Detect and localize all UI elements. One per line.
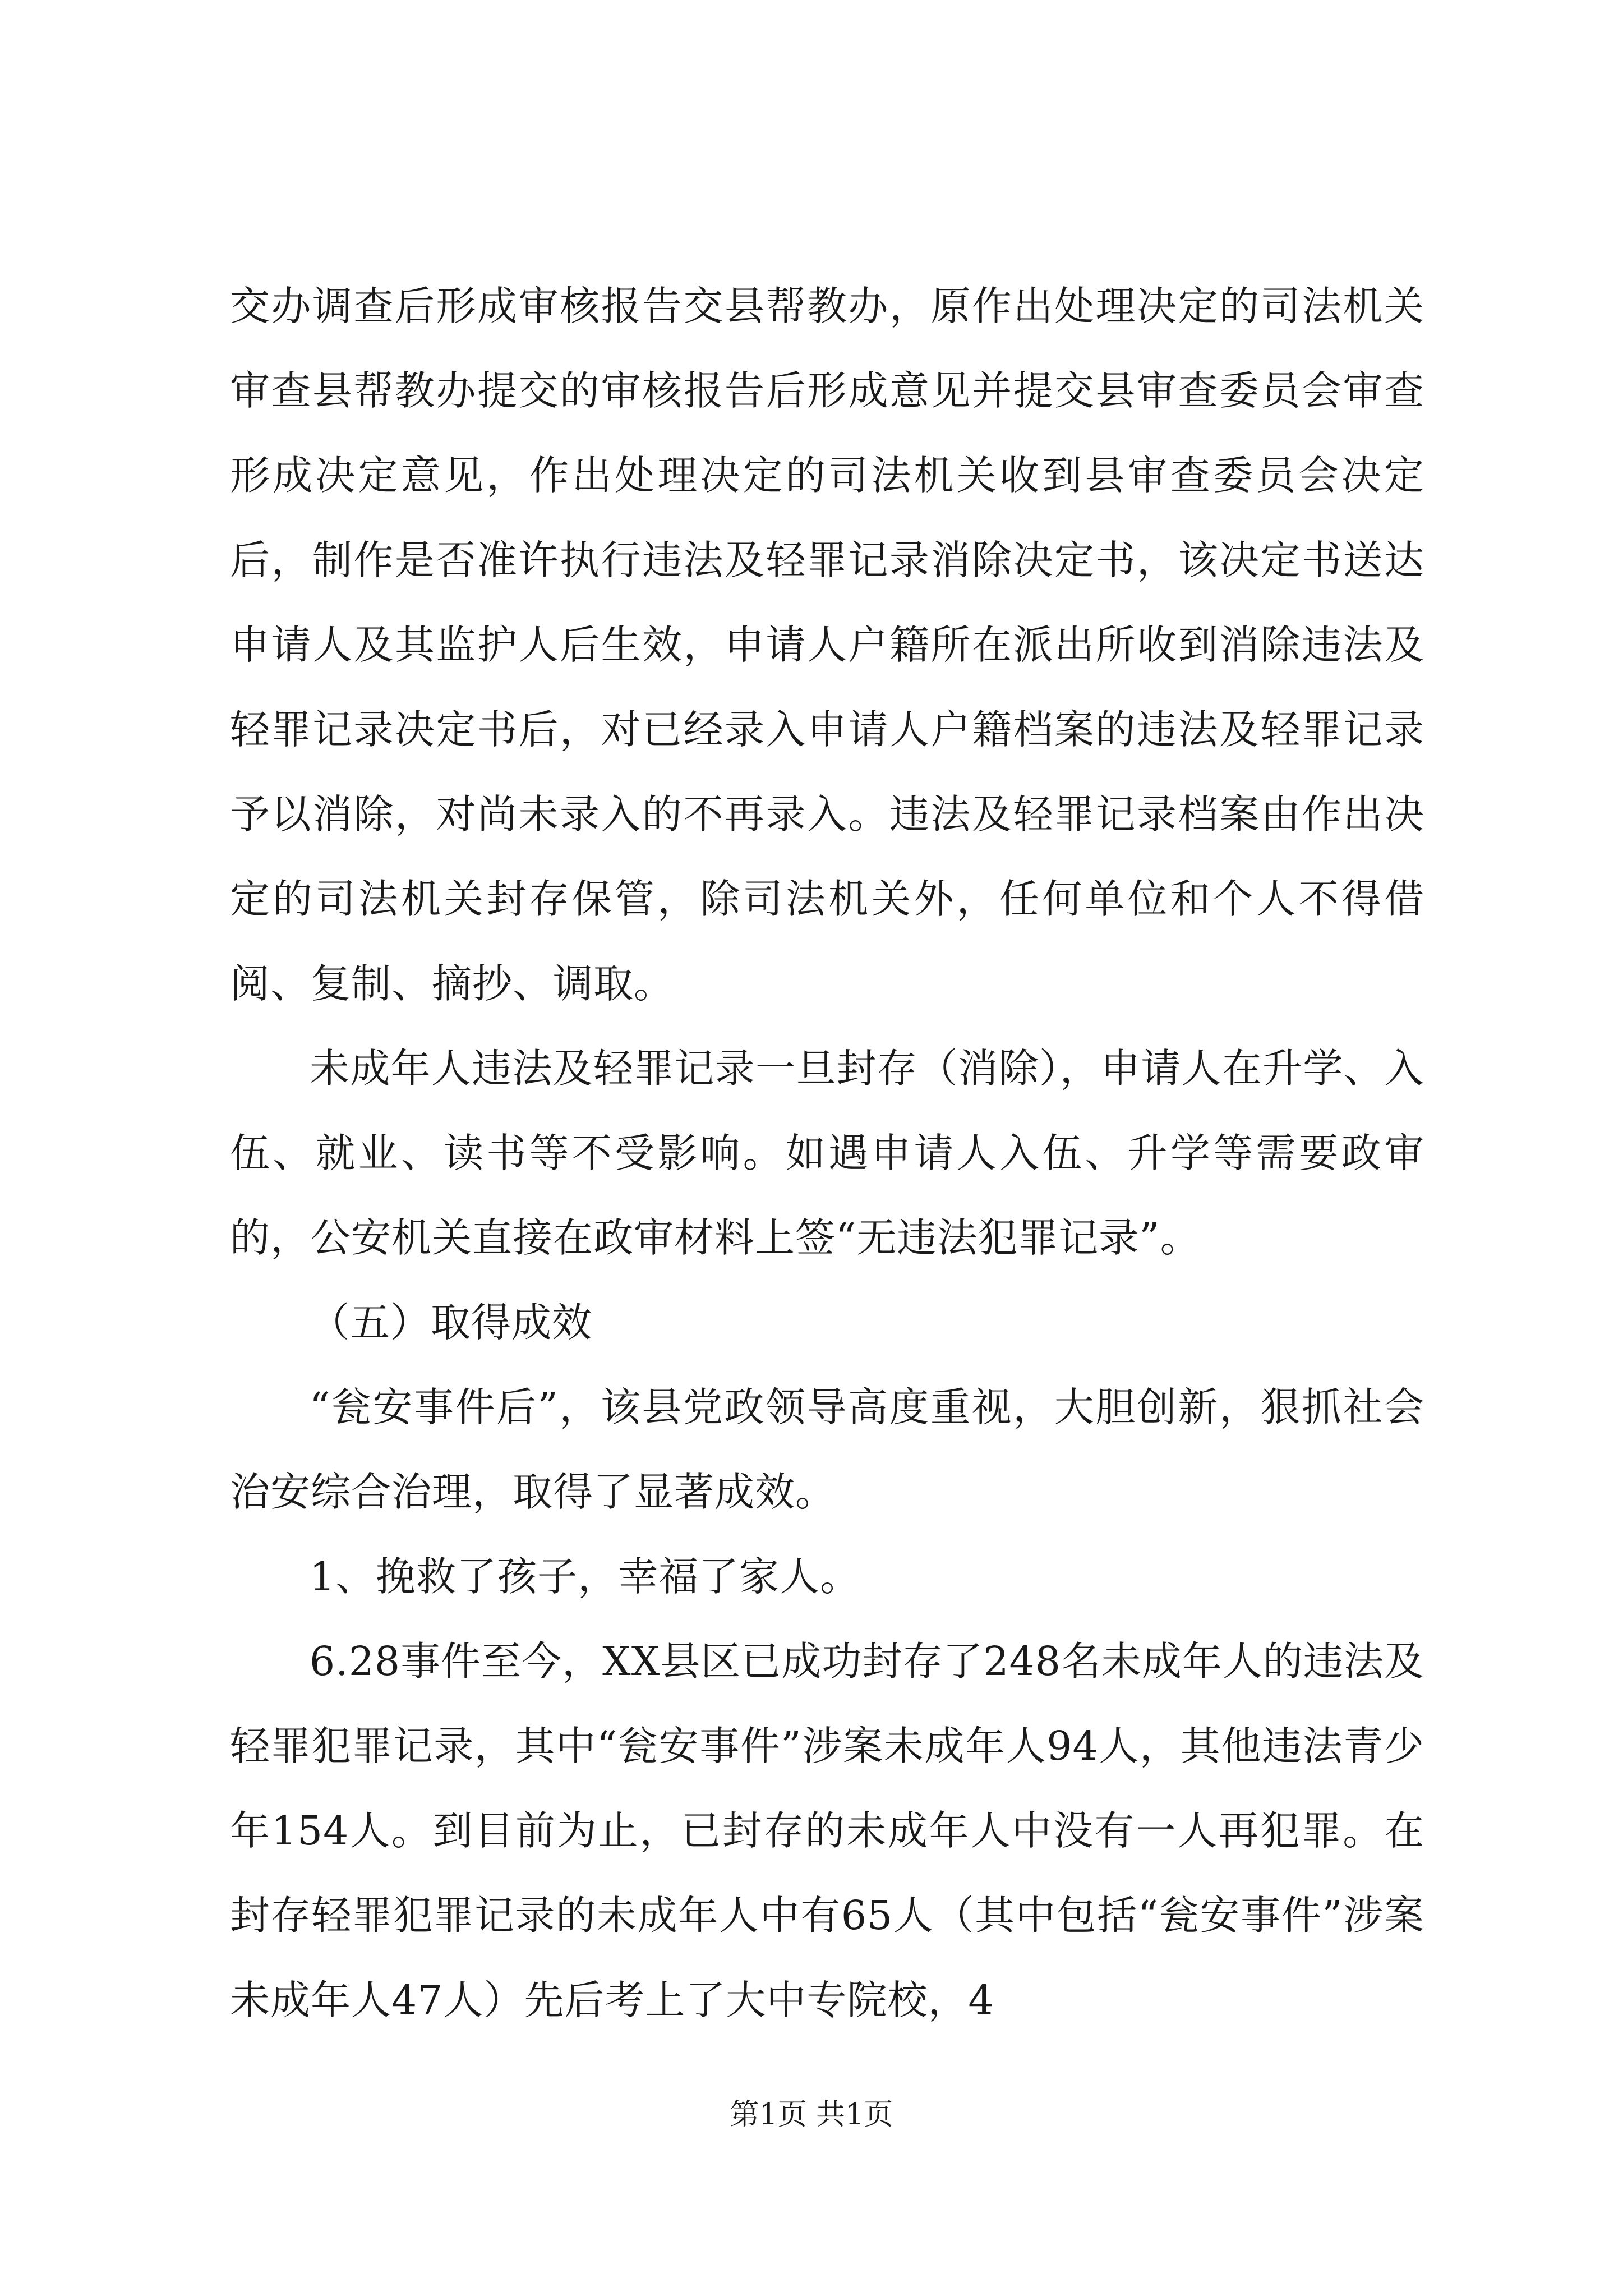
paragraph-review-process: 交办调查后形成审核报告交县帮教办，原作出处理决定的司法机关审查县帮教办提交的审核报告后形成意见并提交县审查委员会审查形成决定意见，作出处理决定的司法机关收到县审查委员会决定后，制作是否准许执行违法及轻罪记录消除决定书，该决定书送达申请人及其监护人后生效，申请人户籍所在派出所收到消除违法及轻罪记录决定书后，对已经录入申请人户籍档案的违法及轻罪记录予以消除，对尚未录入的不再录入。违法及轻罪记录档案由作出决定的司法机关封存保管，除司法机关外，任何单位和个人不得借阅、复制、摘抄、调取。 (230, 283, 1424, 1007)
document-body (230, 264, 1424, 2042)
paragraph-results-intro: “瓮安事件后”，该县党政领导高度重视，大胆创新，狠抓社会治安综合治理，取得了显著成效。 (230, 1384, 1424, 1515)
paragraph-statistics: 6.28事件至今，XX县区已成功封存了248名未成年人的违法及轻罪犯罪记录，其中“瓮安事件”涉案未成年人94人，其他违法青少年154人。到目前为止，已封存的未成年人中没有一人再犯罪。在封存轻罪犯罪记录的未成年人中有65人（其中包括“瓮安事件”涉案未成年人47人）先后考上了大中专院校，4 (230, 1638, 1424, 2023)
subheading-saved-children: 1、挽救了孩子，幸福了家人。 (310, 1553, 861, 1600)
page-number-footer: 第1页 共1页 (730, 2098, 893, 2132)
paragraph-record-sealing-effect: 未成年人违法及轻罪记录一旦封存（消除），申请人在升学、入伍、就业、读书等不受影响。如遇申请人入伍、升学等需要政审的，公安机关直接在政审材料上签“无违法犯罪记录”。 (230, 1045, 1424, 1261)
section-heading-results: （五）取得成效 (310, 1299, 593, 1346)
